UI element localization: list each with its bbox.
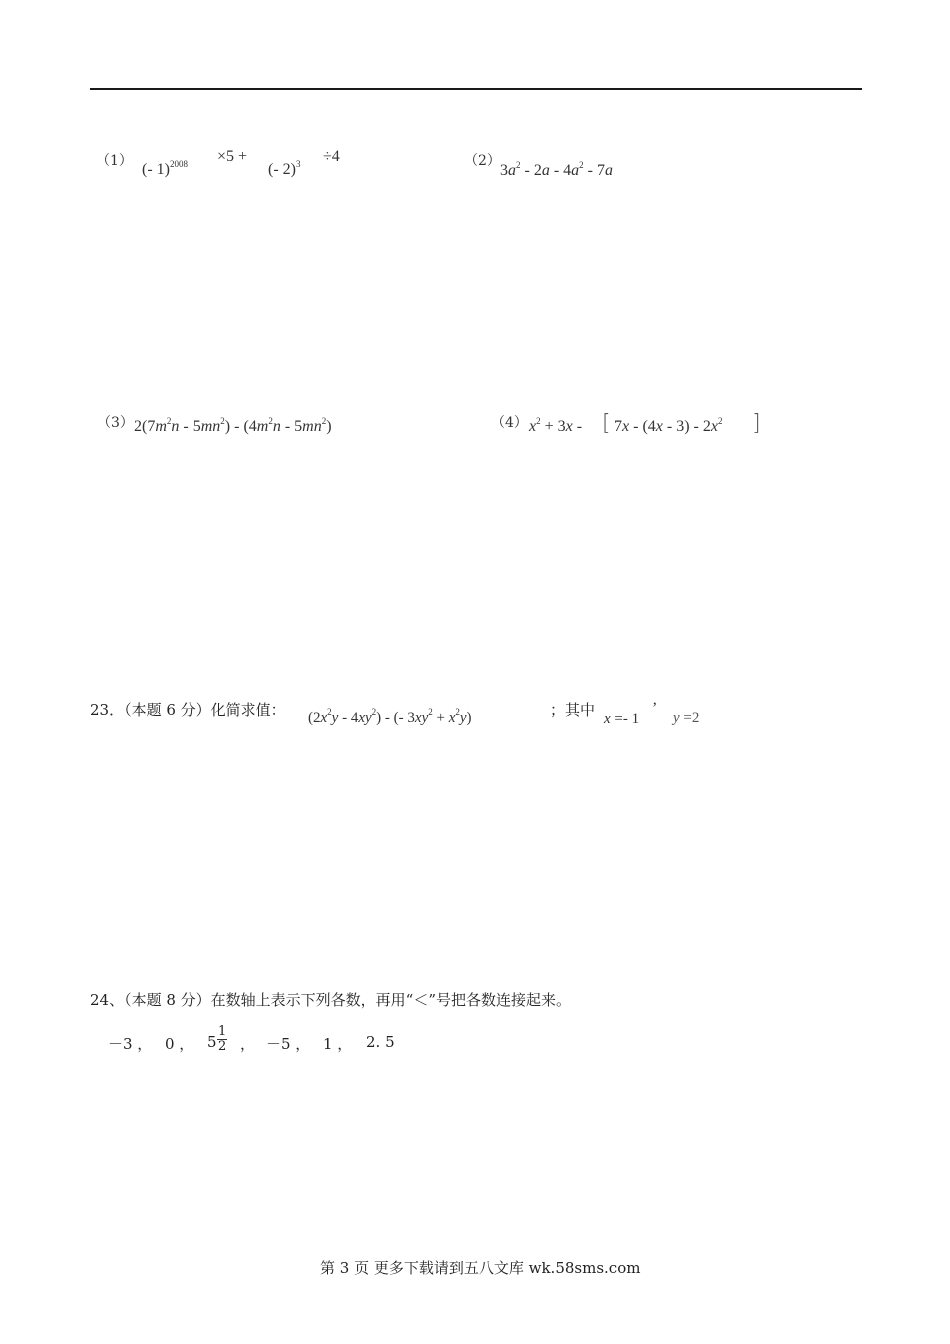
q23-expression [308, 707, 472, 727]
p4-open-bracket: [ [602, 411, 611, 436]
p3-e-e: 2 [220, 416, 225, 426]
problem-2-label: （2） [464, 153, 501, 169]
p4-a: x [529, 418, 537, 435]
p3-b-e: 2 [166, 416, 172, 426]
q24-n5: 1 ， [323, 1035, 353, 1053]
p2-t4: - 7 [583, 162, 605, 179]
p3-b: m [155, 418, 167, 435]
q24-n1: －3 ， [108, 1035, 153, 1053]
q23-e8: + [432, 710, 445, 726]
p3-j-e: 2 [321, 416, 327, 426]
q23-e1: (2 [308, 710, 321, 726]
q24-n4: －5 ， [266, 1035, 311, 1053]
q23-y-val: =2 [679, 710, 700, 726]
p4-a-e: 2 [536, 416, 541, 426]
p4-c: x [565, 418, 573, 435]
q23-e2: x [320, 710, 328, 726]
p3-j: mn [302, 418, 322, 435]
q23-where: ；其中 [550, 701, 596, 719]
fraction-denominator: 2 [218, 1039, 227, 1054]
p1-op2: ÷4 [323, 148, 340, 165]
problem-4-expression [529, 418, 582, 436]
p3-i: - 5 [280, 418, 303, 435]
p1-base1: (- 1) [142, 161, 170, 178]
p3-e: mn [200, 418, 221, 435]
q24-n3-whole: 5 [207, 1033, 217, 1051]
q23-e7e: 2 [428, 707, 433, 717]
q23-e4: - 4 [338, 710, 359, 726]
header-rule [90, 88, 862, 90]
p1-op1: ×5 + [217, 148, 248, 165]
p3-g-e: 2 [268, 416, 273, 426]
p3-k: ) [326, 418, 332, 435]
q23-e5e: 2 [371, 707, 377, 717]
problem-3-label: （3） [97, 415, 134, 431]
p4-h: x [655, 418, 663, 435]
problem-4-label: （4） [491, 415, 528, 431]
p1-exp1: 2008 [169, 159, 188, 169]
p3-c: n [171, 418, 180, 435]
p4-i: - 3) - 2 [662, 418, 711, 435]
p4-g: - (4 [629, 418, 656, 435]
p2-t1c: 3 [500, 162, 508, 179]
q23-e9: x [448, 710, 456, 726]
p4-j-e: 2 [717, 416, 723, 426]
p4-close-bracket: ] [752, 411, 761, 436]
q23-e11: ) [466, 710, 472, 726]
p1-exp2: 3 [295, 159, 301, 169]
fraction-numerator: 1 [218, 1024, 227, 1039]
problem-2-expression [500, 162, 613, 180]
p2-t2v: a [541, 162, 550, 179]
q23-e10: y [459, 710, 467, 726]
p3-f: ) - (4 [224, 418, 257, 435]
q23-e9e: 2 [455, 707, 460, 717]
q23-prefix: 23．（本题 6 分）化简求值： [90, 701, 286, 719]
q23-e3: y [331, 710, 339, 726]
p4-e: 7 [614, 418, 622, 435]
q23-x-val: =- 1 [610, 711, 640, 727]
q23-y-condition [673, 710, 699, 727]
p2-t3: - 4 [549, 162, 572, 179]
q23-y-var: y [673, 710, 680, 726]
page-footer: 第 3 页 更多下载请到五八文库 wk.58sms.com [320, 1259, 641, 1277]
p4-j: x [710, 418, 718, 435]
q24-n3-fraction [217, 1025, 227, 1054]
problem-4-inner [614, 418, 722, 436]
p4-b: + 3 [540, 418, 566, 435]
q23-e2e: 2 [327, 707, 332, 717]
p2-t3e: 2 [579, 160, 584, 170]
p1-base2: (- 2) [268, 161, 296, 178]
p4-f: x [622, 418, 630, 435]
p2-t1e: 2 [516, 160, 521, 170]
fraction [217, 1025, 227, 1054]
q23-e5: xy [358, 710, 372, 726]
p2-t1v: a [508, 162, 516, 179]
q23-e6: ) - (- 3 [376, 710, 415, 726]
p4-d: - [572, 418, 583, 435]
p3-d: - 5 [179, 418, 201, 435]
q24-prefix: 24、（本题 8 分）在数轴上表示下列各数，再用“＜”号把各数连接起来。 [90, 991, 572, 1009]
q23-x-condition [604, 711, 639, 728]
p3-a: 2(7 [134, 418, 156, 435]
q24-n6: 2. 5 [366, 1033, 395, 1051]
q23-comma: ’ [652, 700, 658, 717]
problem-3-expression [134, 418, 332, 436]
q23-x-var: x [604, 711, 611, 727]
problem-1-expression [142, 161, 188, 179]
q24-n2: 0 ， [165, 1035, 195, 1053]
p1-term2 [268, 161, 300, 179]
p2-t3v: a [571, 162, 580, 179]
p2-t4v: a [604, 162, 613, 179]
p2-t2: - 2 [520, 162, 542, 179]
p3-h: n [272, 418, 281, 435]
q24-n3-sep: ， [240, 1035, 256, 1053]
problem-1-label: （1） [96, 153, 133, 169]
p3-g: m [256, 418, 269, 435]
q23-e7: xy [414, 710, 429, 726]
